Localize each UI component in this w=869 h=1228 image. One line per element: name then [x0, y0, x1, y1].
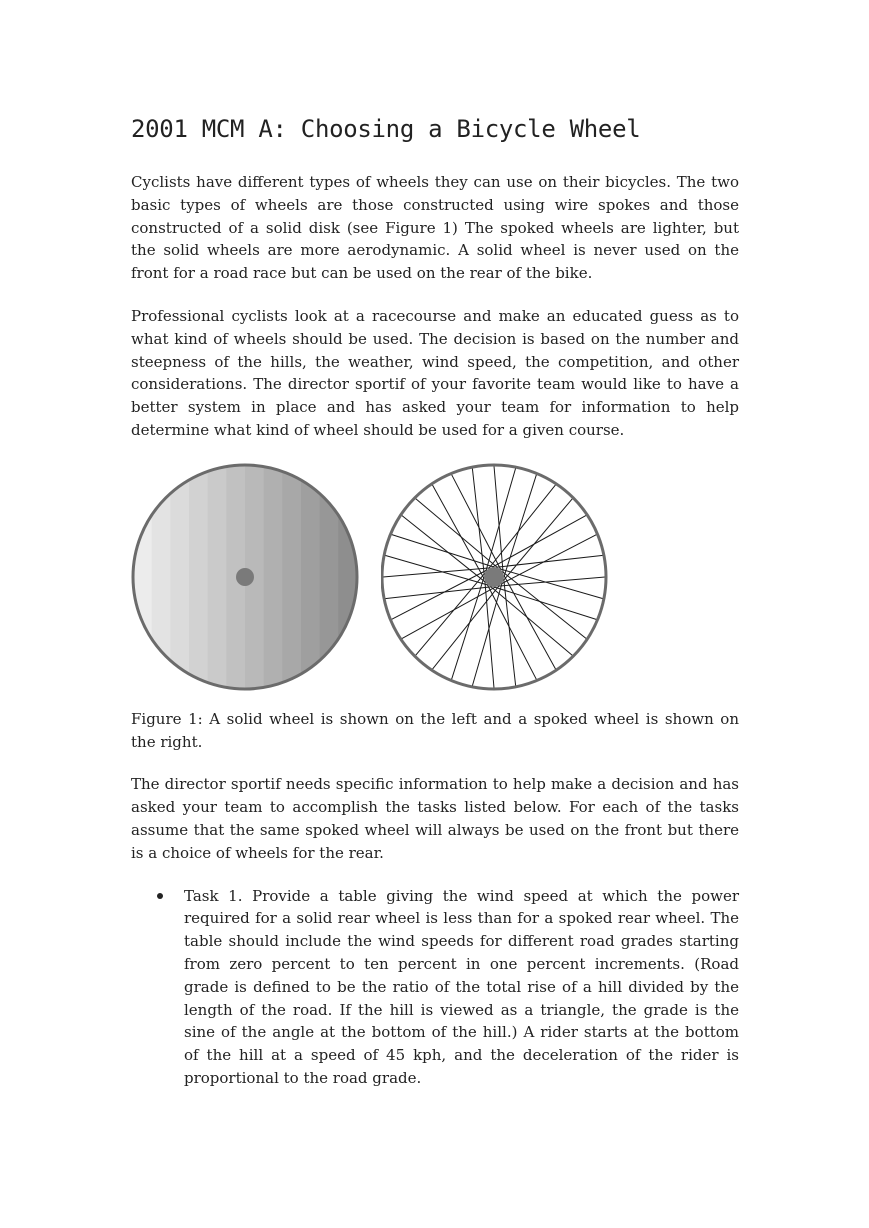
figure-1 [131, 461, 739, 693]
document-page [131, 112, 739, 1090]
spoke [416, 573, 485, 655]
page-title: 2001 MCM A: Choosing a Bicycle Wheel [131, 115, 641, 143]
solid-wheel-shade-band [133, 461, 152, 693]
spoke [385, 587, 492, 599]
paragraph-intro: Cyclists have different types of wheels they can use on their bicycles. The two basic types of wheels are those constructed using wire spokes and those constructed of a solid disk (see Figure 1) The spoked wheels are lighter, but the solid wheels are more aerodynamic. A solid wheel is never used on the front for a road race but can be used on the rear of the bike. [131, 173, 739, 283]
spoke [402, 587, 496, 639]
task-text: Task 1. Provide a table giving the wind speed at which the power required for a solid rear wheel is less than for a spoked rear wheel. The table should include the wind speeds for different road grades starting from zero percent to ten percent in one percent increments. (Road grade is defined to be the ratio of the total rise of a hill divided by the length of the road. If the hill is viewed as a triangle, the grade is the sine of the angle at the bottom of the hill.) A rider starts at the bottom of the hill at a speed of 45 kph, and the deceleration of the rider is proportional to the road grade. [184, 886, 739, 1087]
paragraph-tasks-intro: The director sportif needs specific information to help make a decision and has asked your team to accomplish the tasks listed below. For each of the tasks assume that the same spoked wheel will always be used on the front but there is a choice of wheels for the rear. [131, 775, 739, 862]
spoke [472, 468, 484, 575]
spoke [385, 555, 488, 585]
list-item [131, 885, 739, 1090]
spoke [490, 586, 572, 655]
spoke [492, 515, 586, 567]
spoke [472, 583, 502, 686]
spoke [504, 474, 536, 576]
spoke [432, 484, 484, 578]
paragraph-context: Professional cyclists look at a racecourse and make an educated guess as to what kind of wheels should be used. The decision is based on the number and steepness of the hills, the weather, wind speed, the competition, and other considerations. The director sportif of your favorite team would like to have a better system in place and has asked your team for information to help determine what kind of wheel should be used for a given course. [131, 306, 739, 439]
solid-wheel-shade-band [208, 461, 227, 693]
solid-wheel-shade-band [264, 461, 283, 693]
solid-wheel-shade-band [189, 461, 208, 693]
spoke [500, 569, 603, 599]
spoke [494, 587, 596, 619]
solid-wheel-shade-band [170, 461, 189, 693]
spoke [496, 555, 603, 567]
spoke [452, 577, 484, 679]
bullet-icon [157, 893, 163, 899]
spoked-wheel-hub [484, 567, 504, 587]
spoke [486, 468, 516, 571]
solid-wheel-image [131, 461, 361, 693]
spoke [504, 575, 556, 669]
solid-wheel-shade-band [301, 461, 320, 693]
spoke [503, 498, 572, 580]
spoke [416, 498, 498, 567]
spoked-wheel-image [381, 461, 611, 693]
solid-wheel-shade-band [282, 461, 301, 693]
spoke [504, 579, 516, 686]
figure-caption: Figure 1: A solid wheel is shown on the left and a spoked wheel is shown on the right. [131, 709, 739, 751]
solid-wheel-hub [236, 568, 254, 586]
solid-wheel-shade-band [338, 461, 357, 693]
spoke [391, 534, 493, 566]
task-list [131, 885, 739, 1090]
